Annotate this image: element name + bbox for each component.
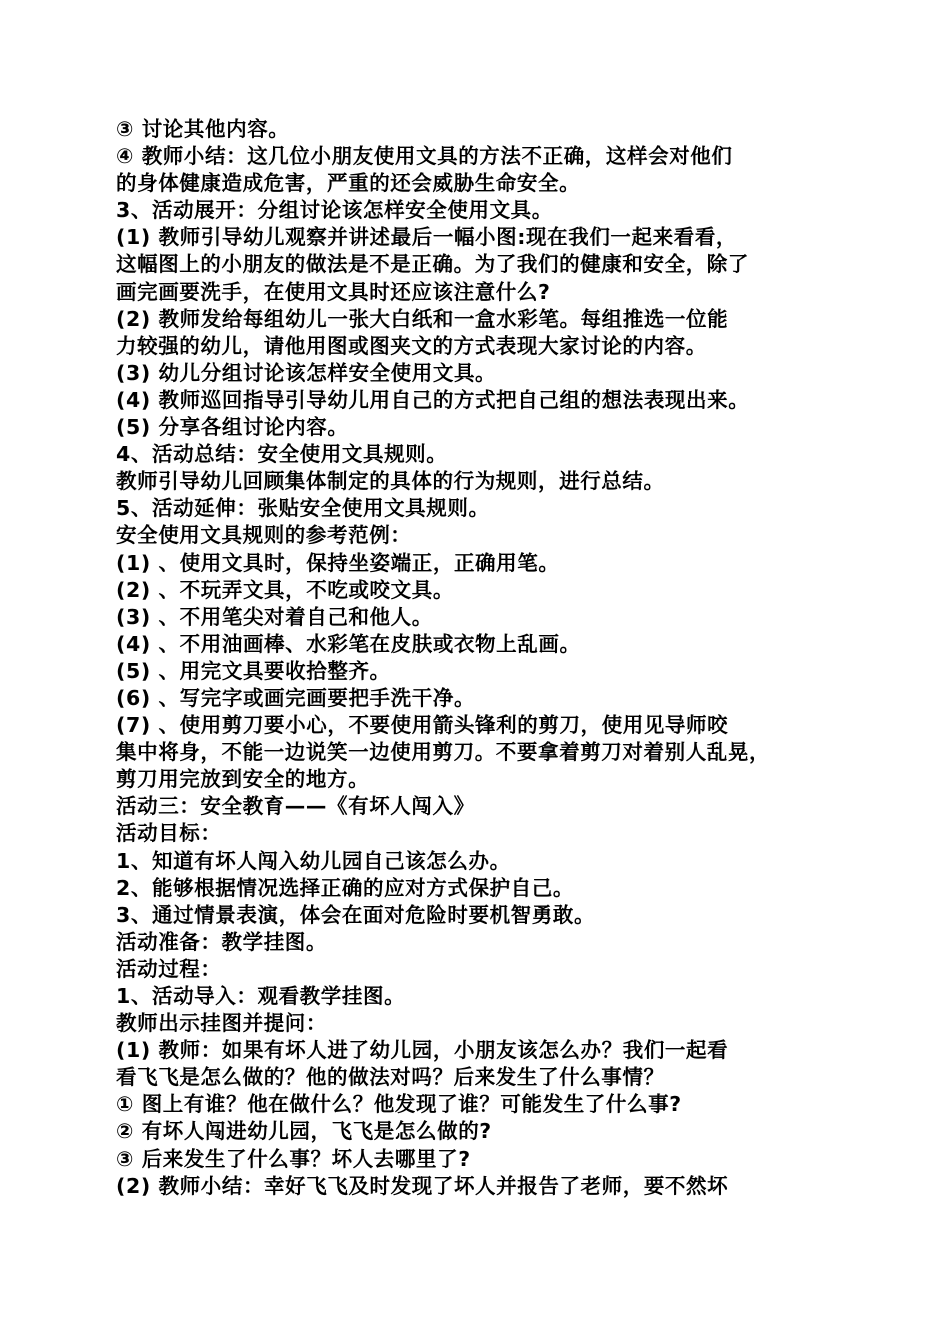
text-line: 集中将身，不能一边说笑一边使用剪刀。不要拿着剪刀对着别人乱晃， [116,740,771,765]
text-line: (2) 教师发给每组幼儿一张大白纸和一盒水彩笔。每组推选一位能 [116,306,729,331]
text-line: 安全使用文具规则的参考范例： [116,523,412,548]
text-line: 活动目标： [116,821,222,846]
text-line: 剪刀用完放到安全的地方。 [116,767,370,792]
text-line: (7) 、使用剪刀要小心，不要使用箭头锋利的剪刀，使用见导师咬 [116,713,729,738]
text-line: 活动过程： [116,956,222,981]
text-line: 教师出示挂图并提问： [116,1011,327,1036]
text-line: (4) 教师巡回指导引导幼儿用自己的方式把自己组的想法表现出来。 [116,387,750,412]
text-line: ③ 讨论其他内容。 [116,117,290,141]
text-line: 活动三：安全教育——《有坏人闯入》 [116,794,475,819]
text-line: (1) 教师引导幼儿观察并讲述最后一幅小图:现在我们一起来看看， [116,225,738,250]
text-line: 1、活动导入：观看教学挂图。 [116,984,406,1008]
text-line: 5、活动延伸：张贴安全使用文具规则。 [116,496,490,521]
text-line: 1、知道有坏人闯入幼儿园自己该怎么办。 [116,848,511,873]
text-line: 教师引导幼儿回顾集体制定的具体的行为规则，进行总结。 [116,469,665,494]
text-line: 看飞飞是怎么做的？他的做法对吗？后来发生了什么事情？ [116,1065,665,1090]
text-line: ① 图上有谁？他在做什么？他发现了谁？可能发生了什么事? [116,1092,682,1117]
text-line: 2、能够根据情况选择正确的应对方式保护自己。 [116,875,574,900]
text-line: 这幅图上的小朋友的做法是不是正确。为了我们的健康和安全，除了 [116,252,749,277]
text-line: (5) 分享各组讨论内容。 [116,415,349,440]
text-line: 3、通过情景表演，体会在面对危险时要机智勇敢。 [116,902,596,927]
document-body [116,116,846,1200]
text-line: (3) 幼儿分组讨论该怎样安全使用文具。 [116,360,497,385]
text-line: 力较强的幼儿，请他用图或图夹文的方式表现大家讨论的内容。 [116,333,707,358]
text-line: (3) 、不用笔尖对着自己和他人。 [116,604,433,629]
text-line: (2) 教师小结：幸好飞飞及时发现了坏人并报告了老师，要不然坏 [116,1173,729,1198]
text-line: 的身体健康造成危害，严重的还会威胁生命安全。 [116,171,581,196]
text-line: 活动准备：教学挂图。 [116,929,327,954]
text-line: ④ 教师小结：这几位小朋友使用文具的方法不正确，这样会对他们 [116,144,733,169]
text-line: 4、活动总结：安全使用文具规则。 [116,442,448,467]
text-line: (5) 、用完文具要收拾整齐。 [116,658,391,683]
text-line: (4) 、不用油画棒、水彩笔在皮肤或衣物上乱画。 [116,631,581,656]
text-line: 画完画要洗手，在使用文具时还应该注意什么? [116,279,551,304]
text-line: (6) 、写完字或画完画要把手洗干净。 [116,685,476,710]
text-line: 3、活动展开：分组讨论该怎样安全使用文具。 [116,198,553,223]
text-line: (1) 教师：如果有坏人进了幼儿园，小朋友该怎么办？我们一起看 [116,1038,729,1063]
text-line: ② 有坏人闯进幼儿园，飞飞是怎么做的? [116,1119,492,1144]
text-line: ③ 后来发生了什么事？坏人去哪里了? [116,1146,471,1171]
text-line: (1) 、使用文具时，保持坐姿端正，正确用笔。 [116,550,560,575]
text-line: (2) 、不玩弄文具，不吃或咬文具。 [116,577,454,602]
